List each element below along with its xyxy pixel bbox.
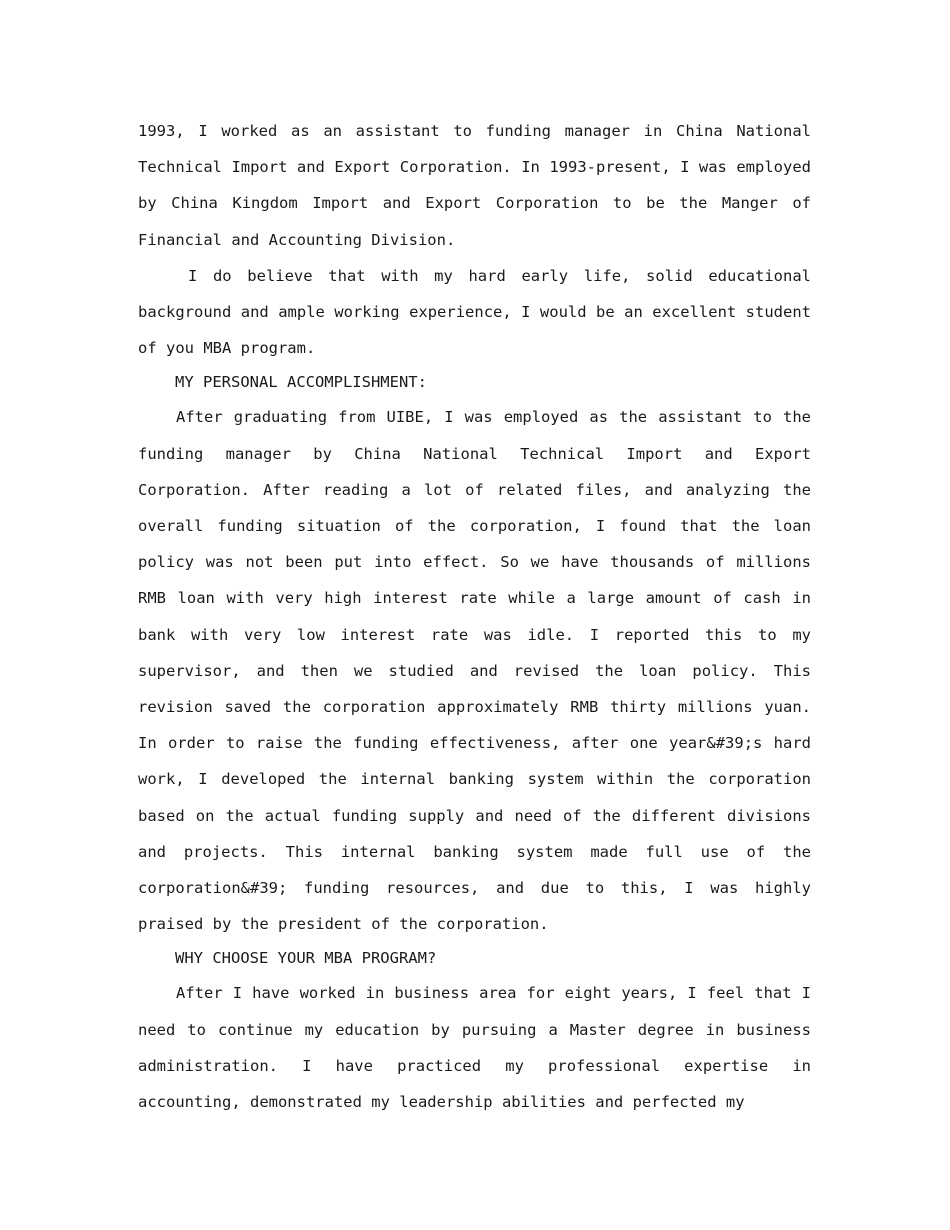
body-paragraph: 1993, I worked as an assistant to funding manager in China National Technical Import and Export Corporation. In 1993-present, I was employed by China Kingdom Import and Export Corporation to be the Manger of Financial and Accounting Division.: [138, 122, 811, 249]
document-page: [138, 113, 811, 1120]
section-heading: MY PERSONAL ACCOMPLISHMENT:: [175, 373, 427, 392]
body-paragraph: I do believe that with my hard early life, solid educational background and ample working experience, I would be an excellent student of you MBA program.: [138, 266, 811, 358]
body-paragraph: After graduating from UIBE, I was employed as the assistant to the funding manager by China National Technical Import and Export Corporation. After reading a lot of related files, and analyzing the overall funding situation of the corporation, I found that the loan policy was not been put into effect. So we have thousands of millions RMB loan with very high interest rate while a large amount of cash in bank with very low interest rate was idle. I reported this to my supervisor, and then we studied and revised the loan policy. This revision saved the corporation approximately RMB thirty millions yuan. In order to raise the funding effectiveness, after one year&#39;s hard work, I developed the internal banking system within the corporation based on the actual funding supply and need of the different divisions and projects. This internal banking system made full use of the corporation&#39; funding resources, and due to this, I was highly praised by the president of the corporation.: [138, 408, 811, 934]
section-heading: WHY CHOOSE YOUR MBA PROGRAM?: [175, 949, 437, 968]
body-paragraph: After I have worked in business area for eight years, I feel that I need to continue my education by pursuing a Master degree in business administration. I have practiced my professional expertise in accounting, demonstrated my leadership abilities and perfected my: [138, 984, 811, 1112]
